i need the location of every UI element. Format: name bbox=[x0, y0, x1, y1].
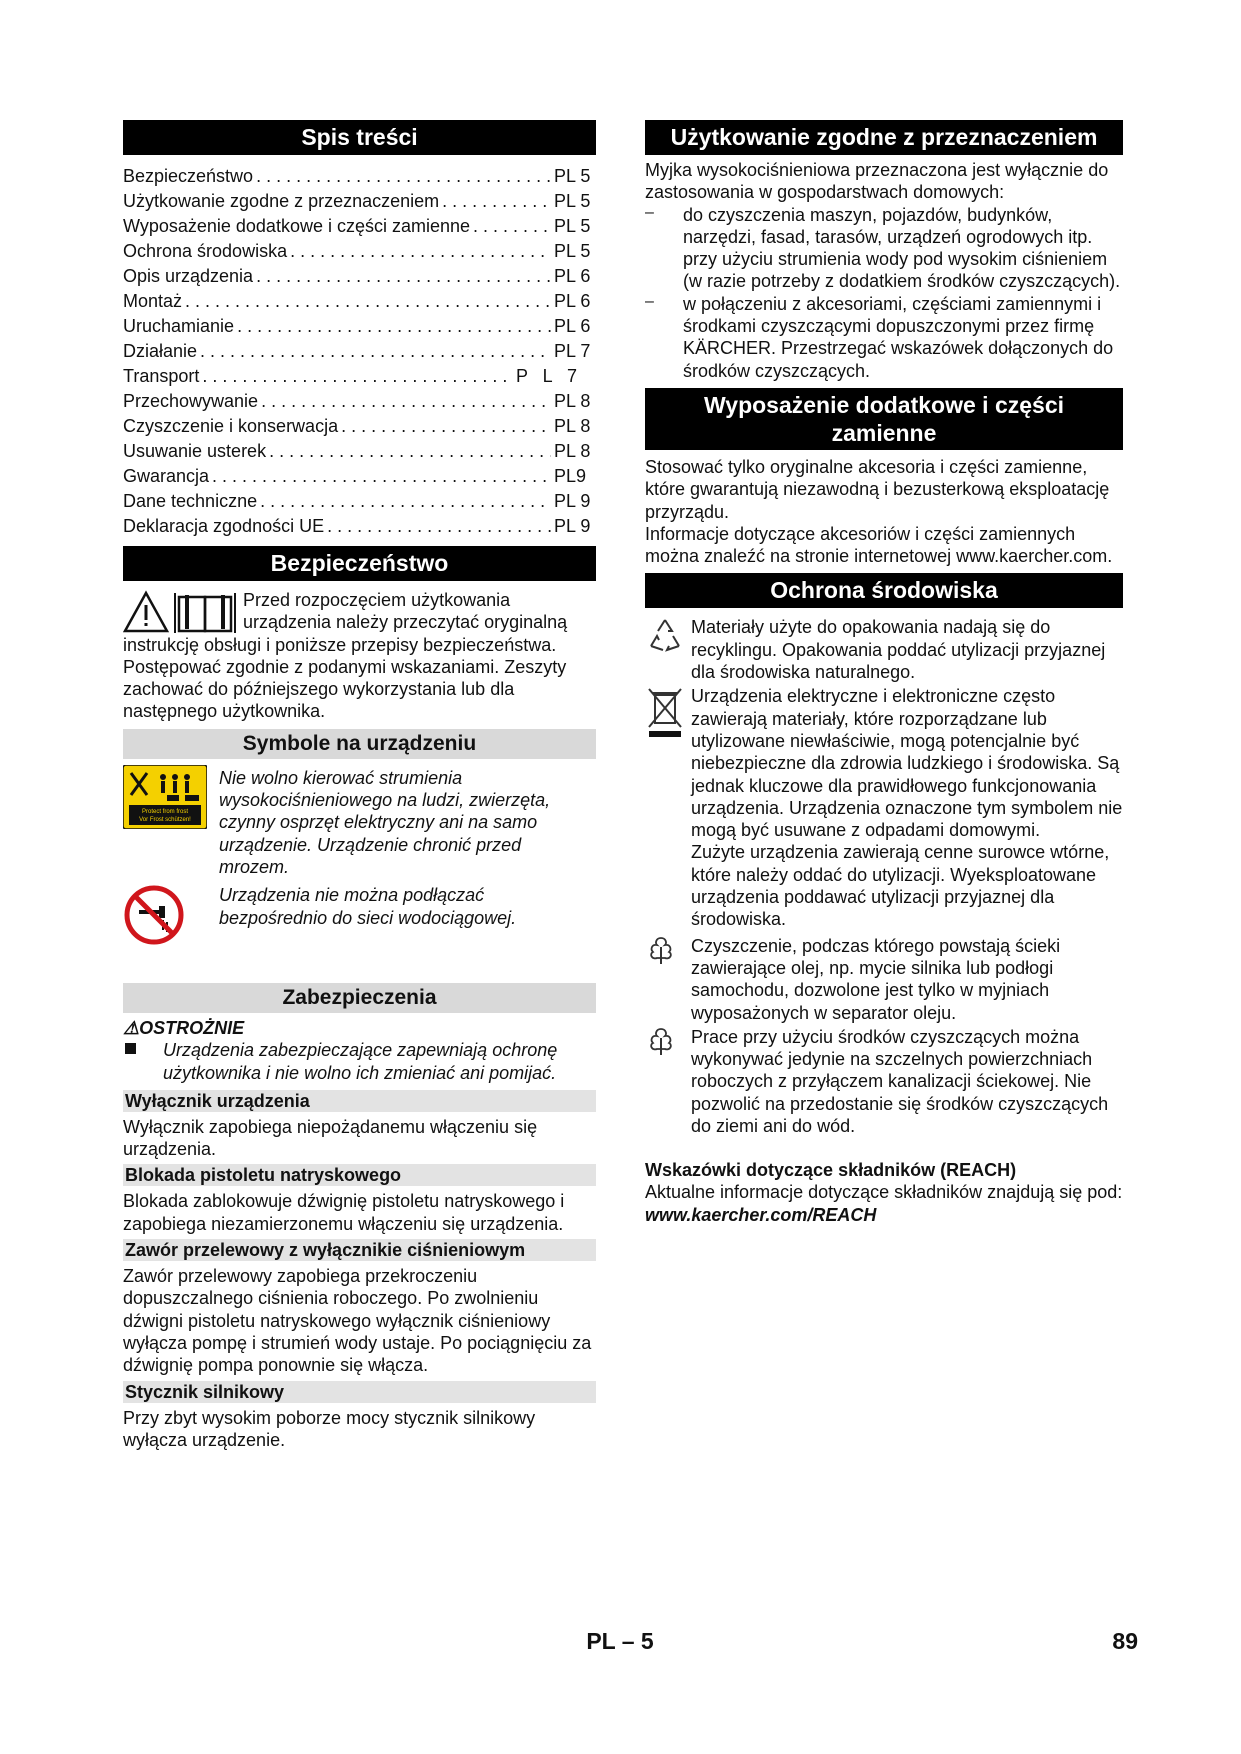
safety-icons bbox=[123, 589, 241, 633]
overflow-valve-text: Zawór przelewowy zapobiega przekroczeniu dopuszczalnego ciśnienia roboczego. Po zwolnieniu dźwigni pistoletu natryskowego wyłącznik ciśnieniowy wyłącza pompę i strumień wody ustaje. Po pociągnięciu za dźwignię pompa ponownie się włącza. bbox=[123, 1266, 592, 1376]
toc-entry[interactable] bbox=[123, 164, 596, 189]
toc-leader-dots bbox=[237, 314, 551, 339]
toc-entry-title: Usuwanie usterek bbox=[123, 441, 267, 461]
env-recycle-row bbox=[645, 616, 1123, 683]
toc-entry[interactable] bbox=[123, 339, 596, 364]
accessories-text-2: Informacje dotyczące akcesoriów i części zamiennych można znaleźć na stronie internetowej www.kaercher.com. bbox=[645, 523, 1113, 567]
toc-entry-page: PL 8 bbox=[554, 391, 591, 411]
toc-leader-dots bbox=[473, 214, 551, 239]
toc-leader-dots bbox=[269, 439, 551, 464]
no-water-supply-icon bbox=[123, 884, 219, 951]
toc-entry[interactable] bbox=[123, 214, 596, 239]
toc-entry-page: PL 5 bbox=[554, 166, 591, 186]
toc-entry-page: PL 8 bbox=[554, 441, 591, 461]
toc-entry-title: Przechowywanie bbox=[123, 391, 259, 411]
toc-entry[interactable] bbox=[123, 414, 596, 439]
toc-entry-page: PL 5 bbox=[554, 191, 591, 211]
toc-leader-dots bbox=[212, 464, 551, 489]
toc-leader-dots bbox=[200, 339, 551, 364]
accessories-heading: Wyposażenie dodatkowe i części zamienne bbox=[645, 388, 1123, 450]
intended-use-item-1: – do czyszczenia maszyn, pojazdów, budynków, narzędzi, fasad, tarasów, urządzeń ogrodowych itp. przy użyciu strumienia wody pod wysokim ciśnieniem (w razie potrzeby z dodatkiem środków czyszczących). bbox=[645, 203, 1121, 292]
toc-entry-title: Bezpieczeństwo bbox=[123, 166, 254, 186]
toc-entry-page: PL 7 bbox=[554, 341, 591, 361]
footer-page-number: 89 bbox=[1112, 1628, 1138, 1654]
environment-heading: Ochrona środowiska bbox=[645, 573, 1123, 608]
toc-entry-title: Gwarancja bbox=[123, 466, 210, 486]
switch-text: Wyłącznik zapobiega niepożądanemu włączeniu się urządzenia. bbox=[123, 1116, 538, 1160]
toc-leader-dots bbox=[202, 364, 513, 389]
toc-entry-title: Działanie bbox=[123, 341, 198, 361]
protection-heading: Zabezpieczenia bbox=[123, 983, 596, 1013]
toc-entry-page: PL 9 bbox=[554, 491, 591, 511]
trigger-lock-text: Blokada zablokowuje dźwignię pistoletu natryskowego i zapobiega niezamierzonemu włączeniu się urządzenia. bbox=[123, 1191, 565, 1234]
symbol1-row bbox=[123, 765, 596, 878]
recycle-icon bbox=[645, 616, 691, 683]
toc-entry-title: Opis urządzenia bbox=[123, 266, 254, 286]
switch-heading: Wyłącznik urządzenia bbox=[123, 1090, 596, 1112]
toc-leader-dots bbox=[256, 264, 551, 289]
toc-entry-title: Dane techniczne bbox=[123, 491, 258, 511]
env-detergent-text: Prace przy użyciu środków czyszczących można wykonywać jedynie na szczelnych powierzchniach roboczych z przyłączem kanalizacji ściekowej. Nie pozwolić na przedostanie się środków czyszczących do ziemi ani do wód. bbox=[691, 1026, 1109, 1136]
warning-manual-icon bbox=[123, 589, 241, 635]
symbol2-text: Urządzenia nie można podłączać bezpośrednio do sieci wodociągowej. bbox=[219, 885, 517, 928]
toc-leader-dots bbox=[341, 414, 551, 439]
frost-label-en: Protect from frost bbox=[141, 808, 189, 815]
toc-leader-dots bbox=[290, 239, 551, 264]
toc-entry[interactable] bbox=[123, 264, 596, 289]
overflow-valve-heading: Zawór przelewowy z wyłącznikie ciśnieniowym bbox=[123, 1239, 596, 1261]
toc-leader-dots bbox=[442, 189, 551, 214]
toc-heading: Spis treści bbox=[123, 120, 596, 155]
env-weee-text-2: Zużyte urządzenia zawierają cenne surowce wtórne, które należy oddać do utylizacji. Wyeksploatowane urządzenia poddawać utylizacji przyjaznej dla środowiska. bbox=[691, 842, 1110, 930]
intended-use-intro: Myjka wysokociśnieniowa przeznaczona jest wyłącznie do zastosowania w gospodarstwach domowych: bbox=[645, 160, 1109, 203]
toc-leader-dots bbox=[185, 289, 551, 314]
toc-entry[interactable] bbox=[123, 314, 596, 339]
env-oil-text: Czyszczenie, podczas którego powstają ścieki zawierające olej, np. mycie silnika lub podłogi samochodu, dozwolone jest tylko w myjniach wyposażonych w separator oleju. bbox=[691, 935, 1061, 1023]
toc-entry-title: Wyposażenie dodatkowe i części zamienne bbox=[123, 216, 471, 236]
toc-entry-page: PL 6 bbox=[554, 266, 591, 286]
env-detergent-row bbox=[645, 1026, 1123, 1137]
toc-entry-page: PL 5 bbox=[554, 241, 591, 261]
symbols-heading: Symbole na urządzeniu bbox=[123, 729, 596, 759]
toc-entry[interactable] bbox=[123, 464, 596, 489]
toc-leader-dots bbox=[327, 514, 551, 539]
env-oil-row bbox=[645, 935, 1123, 1024]
toc-entry-title: Montaż bbox=[123, 291, 183, 311]
toc-entry[interactable] bbox=[123, 289, 596, 314]
toc-entry[interactable] bbox=[123, 189, 596, 214]
trigger-lock-heading: Blokada pistoletu natryskowego bbox=[123, 1164, 596, 1186]
symbol1-text: Nie wolno kierować strumienia wysokociśnieniowego na ludzi, zwierzęta, czynny osprzęt elektryczny ani na samo urządzenie. Urządzenie chronić przed mrozem. bbox=[219, 767, 551, 877]
intended-use-item-2: – w połączeniu z akcesoriami, częściami zamiennymi i środkami czyszczącymi dopuszczonymi przez firmę KÄRCHER. Przestrzegać wskazówek dołączonych do środków czyszczących. bbox=[645, 292, 1114, 381]
toc-entry-page: PL 5 bbox=[554, 216, 591, 236]
symbol2-row bbox=[123, 884, 596, 951]
toc-entry[interactable] bbox=[123, 364, 596, 389]
toc-entry-page: PL 8 bbox=[554, 416, 591, 436]
toc-entry-page: PL 6 bbox=[554, 316, 591, 336]
caution-item bbox=[123, 1039, 596, 1084]
toc-entry-title: Uruchamianie bbox=[123, 316, 235, 336]
toc-entry-page: PL 9 bbox=[554, 516, 591, 536]
environment-tree-icon bbox=[645, 935, 691, 1024]
toc-leader-dots bbox=[261, 389, 551, 414]
toc-entry-page: PL 6 bbox=[554, 291, 591, 311]
right-column bbox=[645, 120, 1123, 1226]
toc-entry-title: Użytkowanie zgodne z przeznaczeniem bbox=[123, 191, 440, 211]
footer-section-page: PL – 5 bbox=[586, 1628, 654, 1654]
crossed-bin-icon bbox=[645, 685, 691, 930]
bullet-square-icon bbox=[125, 1043, 136, 1054]
motor-contactor-text: Przy zbyt wysokim poborze mocy stycznik silnikowy wyłącza urządzenie. bbox=[123, 1407, 536, 1450]
caution-warning-icon: ⚠ bbox=[123, 1018, 140, 1039]
toc-list bbox=[123, 164, 596, 539]
toc-entry[interactable] bbox=[123, 514, 596, 539]
safety-intro-text: Przed rozpoczęciem użytkowania urządzenia należy przeczytać oryginalną instrukcję obsługi i poniższe przepisy bezpieczeństwa. Postępować zgodnie z podanymi wskazaniami. Zeszyty zachować do późniejszego wykorzystania lub dla następnego użytkownika. bbox=[123, 590, 568, 722]
toc-entry[interactable] bbox=[123, 389, 596, 414]
env-recycle-text: Materiały użyte do opakowania nadają się do recyklingu. Opakowania poddać utylizacji przyjaznej dla środowiska naturalnego. bbox=[691, 617, 1106, 683]
reach-heading: Wskazówki dotyczące składników (REACH) bbox=[645, 1160, 1017, 1181]
caution-text: Urządzenia zabezpieczające zapewniają ochronę użytkownika i nie wolno ich zmieniać ani pomijać. bbox=[163, 1040, 558, 1083]
env-weee-row bbox=[645, 685, 1123, 930]
toc-entry-title: Deklaracja zgodności UE bbox=[123, 516, 325, 536]
safety-intro-block bbox=[123, 589, 596, 723]
left-column bbox=[123, 120, 596, 1451]
caution-label: ⚠OSTROŻNIE bbox=[123, 1018, 245, 1039]
accessories-text-1: Stosować tylko oryginalne akcesoria i części zamienne, które gwarantują niezawodną i bezusterkową eksploatację przyrządu. bbox=[645, 456, 1110, 522]
toc-entry-title: Czyszczenie i konserwacja bbox=[123, 416, 339, 436]
toc-entry[interactable] bbox=[123, 239, 596, 264]
toc-entry-title: Transport bbox=[123, 366, 200, 386]
reach-link[interactable]: www.kaercher.com/REACH bbox=[645, 1204, 877, 1225]
reach-text: Aktualne informacje dotyczące składników znajdują się pod: bbox=[645, 1182, 1123, 1203]
safety-heading: Bezpieczeństwo bbox=[123, 546, 596, 581]
frost-warning-sign-icon bbox=[123, 765, 219, 834]
environment-tree-icon-2 bbox=[645, 1026, 691, 1137]
env-weee-text: Urządzenia elektryczne i elektroniczne często zawierają materiały, które rozporządzane lub utylizowane niewłaściwie, mogą potencjalnie być niebezpieczne dla zdrowia ludzkiego i środowiska. Są jednak kluczowe dla prawidłowego funkcjonowania urządzenia. Urządzenia oznaczone tym symbolem nie mogą być usuwane z odpadami domowymi. bbox=[691, 686, 1123, 841]
frost-label-de: Vor Frost schützen! bbox=[139, 816, 191, 823]
intended-use-heading: Użytkowanie zgodne z przeznaczeniem bbox=[645, 120, 1123, 155]
toc-entry-page: P L 7 bbox=[516, 366, 578, 386]
toc-leader-dots bbox=[256, 164, 551, 189]
toc-leader-dots bbox=[260, 489, 551, 514]
toc-entry-title: Ochrona środowiska bbox=[123, 241, 288, 261]
toc-entry-page: PL9 bbox=[554, 466, 587, 486]
toc-entry[interactable] bbox=[123, 439, 596, 464]
toc-entry[interactable] bbox=[123, 489, 596, 514]
motor-contactor-heading: Stycznik silnikowy bbox=[123, 1381, 596, 1403]
